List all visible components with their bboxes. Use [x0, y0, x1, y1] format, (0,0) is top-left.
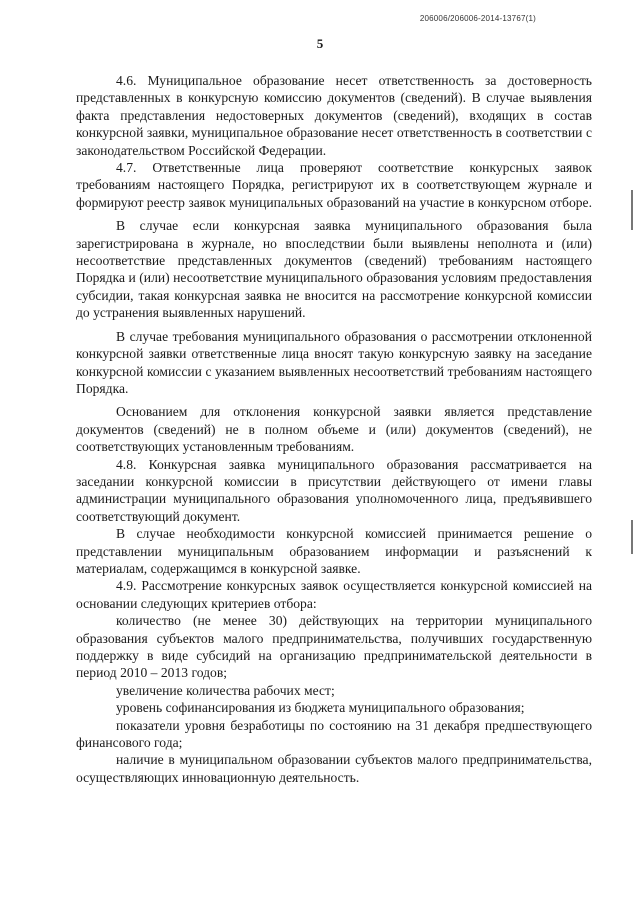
- scan-edge-mark: [631, 190, 633, 230]
- page-number: 5: [316, 36, 324, 51]
- criterion-item: уровень софинансирования из бюджета муниципального образования;: [116, 700, 525, 716]
- paragraph-rejection-grounds: Основанием для отклонения конкурсной заявки является представление документов (сведений) не в полном объеме и (или) документов (сведений), не соответствующих установленным требованиям.: [76, 404, 592, 455]
- document-id: 206006/206006-2014-13767(1): [419, 14, 536, 23]
- paragraph-4-6: 4.6. Муниципальное образование несет ответственность за достоверность представленных в конкурсную комиссию документов (сведений). В случае выявления факта представления недостоверных документов (сведений), входящих в состав конкурсной заявки, муниципальное образование несет ответственность в соответствии с законодательством Российской Федерации.: [76, 73, 592, 158]
- paragraph-incomplete-application: В случае если конкурсная заявка муниципального образования была зарегистрирована в журнале, но впоследствии были выявлены неполнота и (или) несоответствие представленных документов (сведений) требованиям настоящего Порядка и (или) несоответствие муниципального образования условиям предоставления субсидии, такая конкурсная заявка не вносится на рассмотрение конкурсной комиссии до устранения выявленных нарушений.: [76, 218, 592, 321]
- paragraph-4-9: 4.9. Рассмотрение конкурсных заявок осуществляется конкурсной комиссией на основании следующих критериев отбора:: [76, 578, 592, 611]
- scan-edge-mark: [631, 520, 633, 554]
- document-body: [76, 66, 592, 786]
- criterion-item: увеличение количества рабочих мест;: [116, 682, 335, 698]
- criterion-item: количество (не менее 30) действующих на территории муниципального образования субъектов малого предпринимательства, получивших государственную поддержку в виде субсидий на организацию предпринимательской деятельности в период 2010 – 2013 годов;: [76, 613, 592, 681]
- paragraph-4-7: 4.7. Ответственные лица проверяют соответствие конкурсных заявок требованиям настоящего Порядка, регистрируют их в соответствующем журнале и формируют реестр заявок муниципальных образований на участие в конкурсном отборе.: [76, 160, 592, 210]
- paragraph-clarification: В случае необходимости конкурсной комиссией принимается решение о представлении муниципальным образованием информации и разъяснений к материалам, содержащимся в конкурсной заявке.: [76, 526, 592, 576]
- criterion-item: наличие в муниципальном образовании субъектов малого предпринимательства, осуществляющих инновационную деятельность.: [76, 752, 592, 785]
- paragraph-rejected-application: В случае требования муниципального образования о рассмотрении отклоненной конкурсной заявки ответственные лица вносят такую конкурсную заявку на заседание конкурсной комиссии с указанием выявленных несоответствий требованиям настоящего Порядка.: [76, 328, 592, 396]
- criterion-item: показатели уровня безработицы по состоянию на 31 декабря предшествующего финансового года;: [76, 717, 592, 751]
- paragraph-4-8: 4.8. Конкурсная заявка муниципального образования рассматривается на заседании конкурсной комиссии в присутствии действующего от имени главы администрации муниципального образования уполномоченного лица, предъявившего соответствующий документ.: [76, 456, 592, 524]
